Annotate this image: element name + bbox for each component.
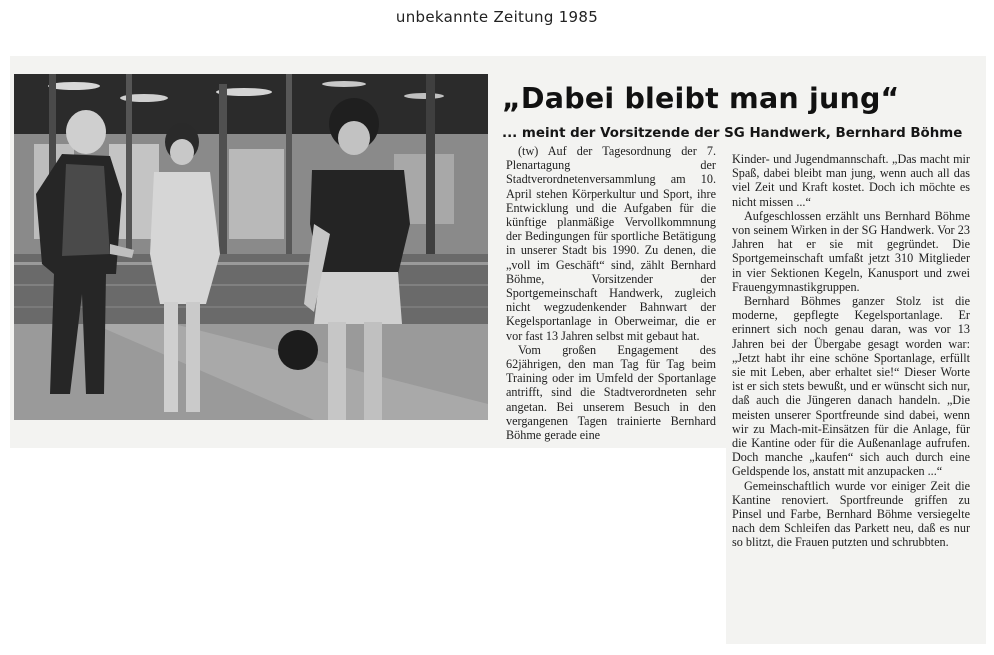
article-paragraph: Bernhard Böhmes ganzer Stolz ist die moderne, gepflegte Kegelsportanlage. Er erinnert sich noch genau daran, was vor 13 Jahren bei der Übergabe gesagt worden war: „Jetzt habt ihr eine schöne Sportanlage, erfüllt sie mit Leben, aber erhaltet sie!“ Dieser Worte ist er sich stets bewußt, und er wünscht sich nur, daß auch die Jüngeren danach handeln. „Die meisten unserer Sportfreunde sind dabei, wenn wir zu Mach-mit-Einsätzen für die Anlage, für die Kantine oder für die Außenanlage aufrufen. Doch manche „kaufen“ sich auch durch eine Geldspende los, anstatt mit anzupacken ...“ <box>732 294 970 479</box>
article-paragraph: Vom großen Engagement des 62jährigen, den man Tag für Tag beim Training oder im Umfeld der Sportanlage antrifft, sind die Stadtverordneten sehr angetan. Bei unserem Besuch in den vergangenen Tagen trainierte Bernhard Böhme gerade eine <box>506 342 716 443</box>
article-subheadline: ... meint der Vorsitzende der SG Handwerk, Bernhard Böhme <box>502 126 963 141</box>
article-headline: „Dabei bleibt man jung“ <box>502 82 900 115</box>
article-column-2 <box>732 152 970 550</box>
article-paragraph: Kinder- und Jugendmannschaft. „Das macht mir Spaß, dabei bleibt man jung, wenn auch all das viel Zeit und Kraft kostet. Doch ich möchte es nicht missen ...“ <box>732 152 970 209</box>
clipping-caption: unbekannte Zeitung 1985 <box>395 8 599 26</box>
article-paragraph: (tw) Auf der Tagesordnung der 7. Plenartagung der Stadtverordnetenversammlung am 10. April stehen Körperkultur und Sport, ihre Entwicklung und die Aufgaben für die künftige planmäßige Vervollkommnung der Bedingungen für sportliche Betätigung in unserer Stadt bis 1990. Zu denen, die „voll im Geschäft“ sind, zählt Bernhard Böhme, Vorsitzender der Sportgemeinschaft Handwerk, zugleich nicht wegzudenkender Bahnwart der Kegelsportanlage in Oberweimar, die er vor fast 13 Jahren selbst mit gebaut hat. <box>506 144 716 343</box>
article-paragraph: Aufgeschlossen erzählt uns Bernhard Böhme von seinem Wirken in der SG Handwerk. Vor 23 Jahren hat er sie mit gegründet. Die Sportgemeinschaft umfaßt jetzt 310 Mitglieder in vier Sektionen Kegeln, Kanusport und zwei Frauengymnastikgruppen. <box>732 208 970 294</box>
newspaper-clipping <box>10 56 986 644</box>
article-paragraph: Gemeinschaftlich wurde vor einiger Zeit die Kantine renoviert. Sportfreunde griffen zu Pinsel und Farbe, Bernhard Böhme versiegelte nach dem Schleifen das Parkett neu, daß es nur so blitzt, die Frauen putzten und schrubbten. <box>732 478 970 550</box>
article-photo <box>14 74 488 420</box>
article-column-1 <box>506 144 716 442</box>
